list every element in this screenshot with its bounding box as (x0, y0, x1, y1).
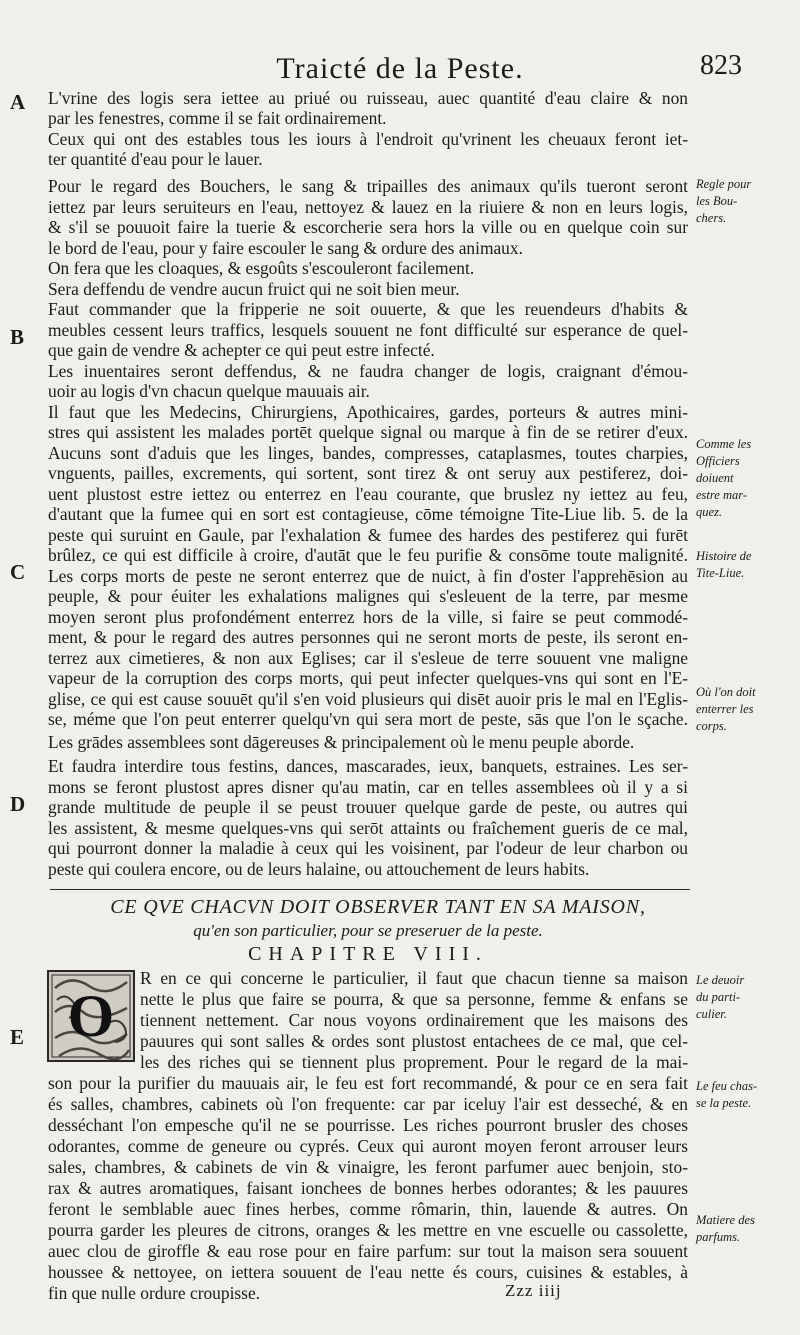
text-line: les assistent, & mesme quelques-vns qui serōt attaints ou fraîchement gueris de ce mal, (48, 818, 688, 838)
text-line: Les inuentaires seront deffendus, & ne faudra changer de logis, craignant d'émou- (48, 361, 688, 381)
side-note-officiers: Comme les Officiers doiuent estre mar- quez. (696, 437, 752, 519)
text-line: brûlez, ce qui est difficile à croire, d'autāt que le feu purifie & consōme toute malignité. (48, 545, 688, 565)
text-line: rax & autres aromatiques, faisant ionchees de bonnes herbes odorantes; & les pauures (48, 1178, 688, 1198)
margin-letter-e: E (10, 1025, 25, 1049)
text-line: peste qui coulera encore, ou de leurs halaine, ou attouchement de leurs habits. (48, 859, 590, 879)
text-line: uoir au logis d'vn chacun quelque mauuais air. (48, 381, 370, 401)
text-line: se, méme que l'on peut enterrer quelqu'vn qui sera mort de peste, sās que l'on le sçache. (48, 709, 688, 729)
text-line: Il faut que les Medecins, Chirurgiens, Apothicaires, gardes, porteurs & autres mini- (48, 402, 688, 422)
text-line: grande multitude de peuple il se peust trouuer quelque garde de peste, ou autres qui (48, 797, 688, 817)
text-line: peste qui suruint en Gaule, par l'exhalation & fumee des hardes des pestiferez qui furēt (48, 525, 688, 545)
text-line: stres qui assistent les malades portēt quelque signal ou marque à fin de se retirer d'eux. (48, 422, 688, 442)
side-note-parfums: Matiere des parfums. (696, 1213, 755, 1244)
text-line: & s'il se pouuoit faire la tuerie & escorcherie sera hors la ville ou en quelque coin sur (48, 217, 688, 237)
section-rule (50, 889, 690, 890)
page-number: 823 (700, 50, 742, 81)
side-note-enterrer: Où l'on doit enterrer les corps. (696, 685, 756, 733)
text-line: R en ce qui concerne le particulier, il faut que chacun tienne sa maison (140, 968, 688, 988)
dropcap-initial (47, 970, 135, 1062)
text-line: fin que nulle ordure croupisse. (48, 1283, 261, 1303)
margin-letter-b: B (10, 325, 25, 349)
text-line: Les corps morts de peste ne seront enterrez que de nuict, à fin d'oster l'apprehēsion au (48, 566, 688, 586)
margin-letter-a: A (10, 90, 26, 114)
text-line: sales, chambres, & cabinets de vin & vinaigre, les feront parfumer auec benjoin, sto- (48, 1157, 688, 1177)
text-line: houssee & nettoyee, on iettera souuent de l'eau nette és cours, cuisines & estables, à (48, 1262, 688, 1282)
text-line: feront le semblable auec fines herbes, comme rômarin, thin, lauende & autres. On (48, 1199, 688, 1219)
text-line: Aucuns sont d'aduis que les linges, bandes, compresses, cataplasmes, toutes charpies, (48, 443, 688, 463)
text-line: Et faudra interdire tous festins, dances, mascarades, ieux, banquets, estraines. Les ser- (48, 756, 688, 776)
text-line: nette le plus que faire se pourra, & que sa personne, femme & enfans se (140, 989, 688, 1009)
text-line: Pour le regard des Bouchers, le sang & tripailles des animaux qu'ils tueront seront (48, 176, 688, 196)
text-line: vnguents, pailles, excrements, qui sortent, sont tirez & ont seruy aux pestiferez, doi- (48, 463, 688, 483)
text-line: mons se feront plustost apres disner qu'au matin, car en telles assemblees où il y a si (48, 777, 688, 797)
side-note-feu: Le feu chas- se la peste. (696, 1079, 758, 1110)
text-line: meubles cessent leurs traffics, lesquels souuent ne font difficulté sur esperance de quel- (48, 320, 688, 340)
margin-letter-c: C (10, 560, 26, 584)
text-line: auec clou de giroffle & eau rose pour en faire parfum: sur tout la maison sera souuent (48, 1241, 688, 1261)
text-line: peuple, & pour éuiter les exhalations malignes qui s'esleuent de la terre, par mesme (48, 586, 688, 606)
chapter-number: CHAPITRE VIII. (248, 943, 488, 965)
text-line: le bord de l'eau, pour y faire escouler le sang & ordure des animaux. (48, 238, 523, 258)
text-line: ter quantité d'eau pour le lauer. (48, 149, 263, 169)
chapter-heading: CE QVE CHACVN DOIT OBSERVER TANT EN SA MAISON, (110, 896, 646, 918)
text-line: pourra garder les pleures de citrons, oranges & les mettre en vne escuelle ou cassolette, (48, 1220, 688, 1240)
signature-mark: Zzz iiij (505, 1281, 562, 1300)
text-line: L'vrine des logis sera iettee au priué ou ruisseau, auec quantité d'eau claire & non (48, 88, 688, 108)
text-line: desséchant l'on empesche qu'il ne se pourrisse. Les riches pourront brusler des choses (48, 1115, 688, 1135)
text-line: Faut commander que la fripperie ne soit ouuerte, & que les reuendeurs d'habits & (48, 299, 688, 319)
text-line: odorantes, comme de geneure ou cyprés. Ceux qui auront moyen feront arrouser leurs (48, 1136, 688, 1156)
text-line: son pour la purifier du mauuais air, le feu est fort recommandé, & pour ce en sera fait (48, 1073, 688, 1093)
margin-letter-d: D (10, 792, 26, 816)
text-line: pauures qui sont salles & ordes sont plustost entachees de ce mal, que cel- (140, 1031, 688, 1051)
dropcap-letter: O (67, 983, 115, 1049)
text-line: que gain de vendre & achepter ce qui peut estre infecté. (48, 340, 435, 360)
side-note-tite-liue: Histoire de Tite-Liue. (696, 549, 752, 580)
text-line: vapeur de la corruption des corps morts, qui peut infecter quelques-vns qui sont en l'E- (48, 668, 688, 688)
text-line: és salles, chambres, cabinets où l'on frequente: car par iceluy l'air est desseché, & en (48, 1094, 688, 1114)
running-title: Traicté de la Peste. (276, 52, 524, 85)
text-line: Les grādes assemblees sont dāgereuses & principalement où le menu peuple aborde. (48, 732, 635, 752)
text-line: les des riches qui se tiennent plus proprement. Pour le regard de la mai- (140, 1052, 688, 1072)
text-line: glise, ce qui est cause souuēt qu'il s'en void plusieurs qui disēt auoir pris le mal en l'Eglis- (48, 689, 688, 709)
text-line: On fera que les cloaques, & esgoûts s'escouleront facilement. (48, 258, 475, 278)
side-note-deuoir: Le deuoir du parti- culier. (696, 973, 745, 1021)
chapter-subheading: qu'en son particulier, pour se preseruer de la peste. (193, 921, 543, 940)
text-line: terrez aux cimetieres, & non aux Eglises; car il s'esleue de terre souuent vne maligne (48, 648, 688, 668)
text-line: Ceux qui ont des estables tous les iours à l'endroit qu'vrinent les cheuaux feront iet- (48, 129, 688, 149)
text-line: Sera deffendu de vendre aucun fruict qui ne soit bien meur. (48, 279, 460, 299)
text-line: iettez par leurs seruiteurs en l'eau, nettoyez & lauez en la riuiere & non en leurs logis, (48, 197, 688, 217)
text-line: tiennent nettement. Car nous voyons ordinairement que les maisons des (140, 1010, 688, 1030)
text-line: moyen seront plus profondément enterrez hors de la ville, si faire se peut commodé- (48, 607, 688, 627)
side-note-bouchers: Regle pour les Bou- chers. (696, 177, 752, 225)
text-line: qui pourront donner la maladie à ceux qui les voisinent, par l'odeur de leur charbon ou (48, 838, 688, 858)
text-line: ment, & pour le regard des autres personnes qui ne seront morts de peste, ils seront en- (48, 627, 688, 647)
text-line: uent plustost estre iettez ou enterrez en l'eau courante, que bruslez ny iettez au feu, (48, 484, 688, 504)
text-line: par les fenestres, comme il se fait ordinairement. (48, 108, 387, 128)
text-line: d'autant que la fumee qui en sort est contagieuse, cōme témoigne Tite-Liue lib. 5. de la (48, 504, 688, 524)
